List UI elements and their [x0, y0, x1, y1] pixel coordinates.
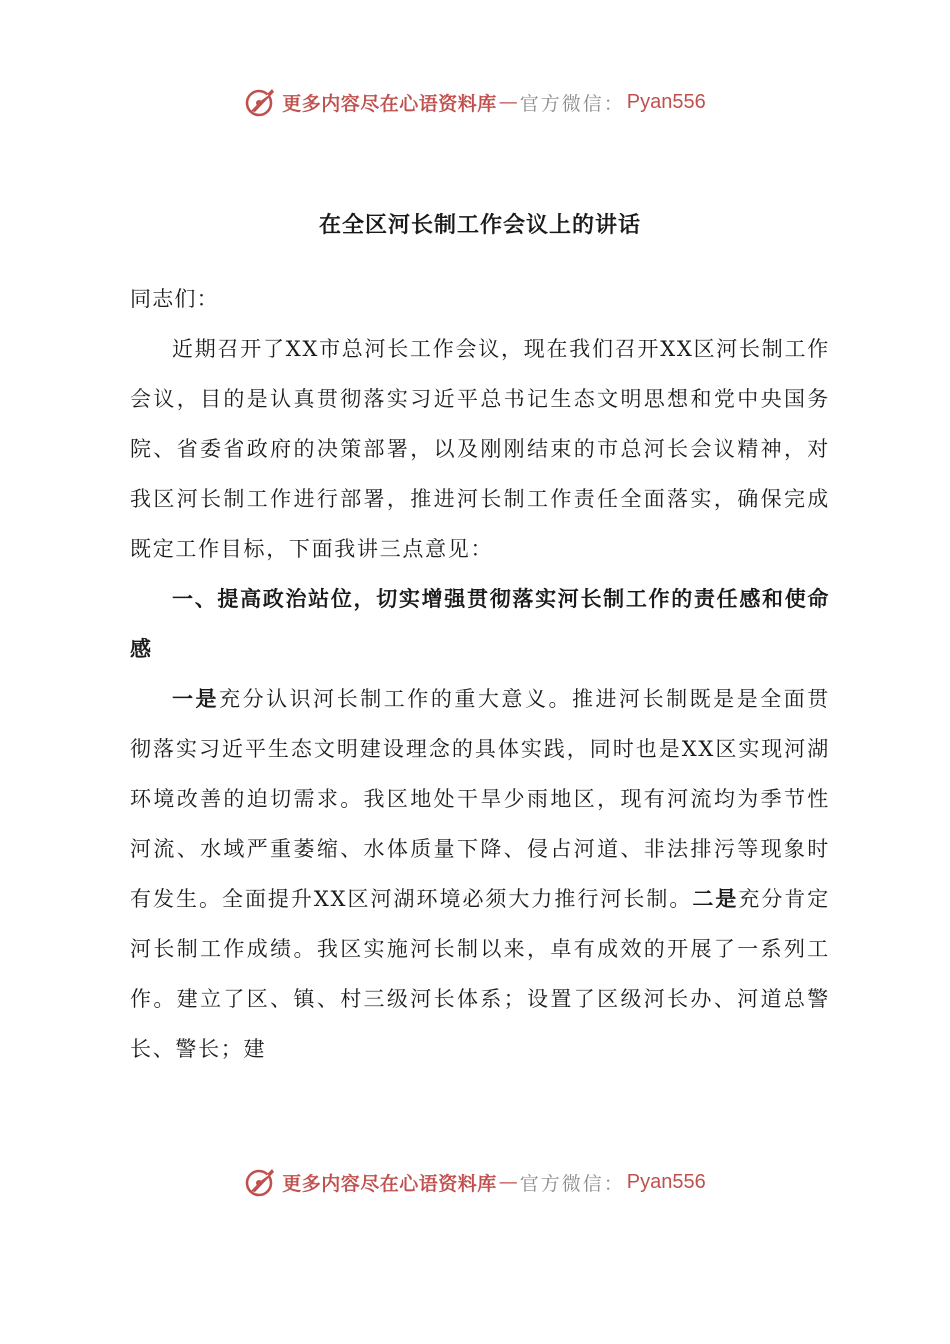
watermark-banner-bottom [0, 1162, 950, 1202]
section-1-paragraph [130, 674, 830, 1074]
intro-paragraph: 近期召开了XX市总河长工作会议，现在我们召开XX区河长制工作会议，目的是认真贯彻落实习近平总书记生态文明思想和党中央国务院、省委省政府的决策部署，以及刚刚结束的市总河长会议精神，对我区河长制工作进行部署，推进河长制工作责任全面落实，确保完成既定工作目标，下面我讲三点意见： [130, 337, 830, 561]
quill-logo-icon [244, 85, 278, 119]
watermark-banner-top [0, 82, 950, 122]
watermark-separator: — [498, 91, 518, 113]
section-heading-1: 一、提高政治站位，切实增强贯彻落实河长制工作的责任感和使命感 [130, 586, 830, 661]
point-2-lead: 二是 [692, 886, 739, 911]
watermark-separator: — [498, 1171, 518, 1193]
watermark-brand-text: 更多内容尽在心语资料库 [282, 1172, 497, 1195]
watermark-label: 官方微信： [519, 1172, 625, 1195]
watermark-label: 官方微信： [519, 92, 625, 115]
document-title: 在全区河长制工作会议上的讲话 [318, 212, 641, 238]
document-body [130, 200, 830, 1074]
point-1-text: 充分认识河长制工作的重大意义。推进河长制既是是全面贯彻落实习近平生态文明建设理念的具体实践，同时也是XX区实现河湖环境改善的迫切需求。我区地处干旱少雨地区，现有河流均为季节性河流、水域严重萎缩、水体质量下降、侵占河道、非法排污等现象时有发生。全面提升XX区河湖环境必须大力推行河长制。 [130, 687, 830, 911]
point-1-lead: 一是 [172, 686, 220, 711]
point-2-text: 充分肯定河长制工作成绩。我区实施河长制以来，卓有成效的开展了一系列工作。建立了区、镇、村三级河长体系；设置了区级河长办、河道总警长、警长；建 [130, 887, 830, 1061]
watermark-account: Pyan556 [626, 1170, 706, 1193]
watermark-brand-text: 更多内容尽在心语资料库 [282, 92, 497, 115]
salutation: 同志们： [130, 287, 219, 311]
quill-logo-icon [244, 1165, 278, 1199]
watermark-account: Pyan556 [626, 90, 706, 113]
